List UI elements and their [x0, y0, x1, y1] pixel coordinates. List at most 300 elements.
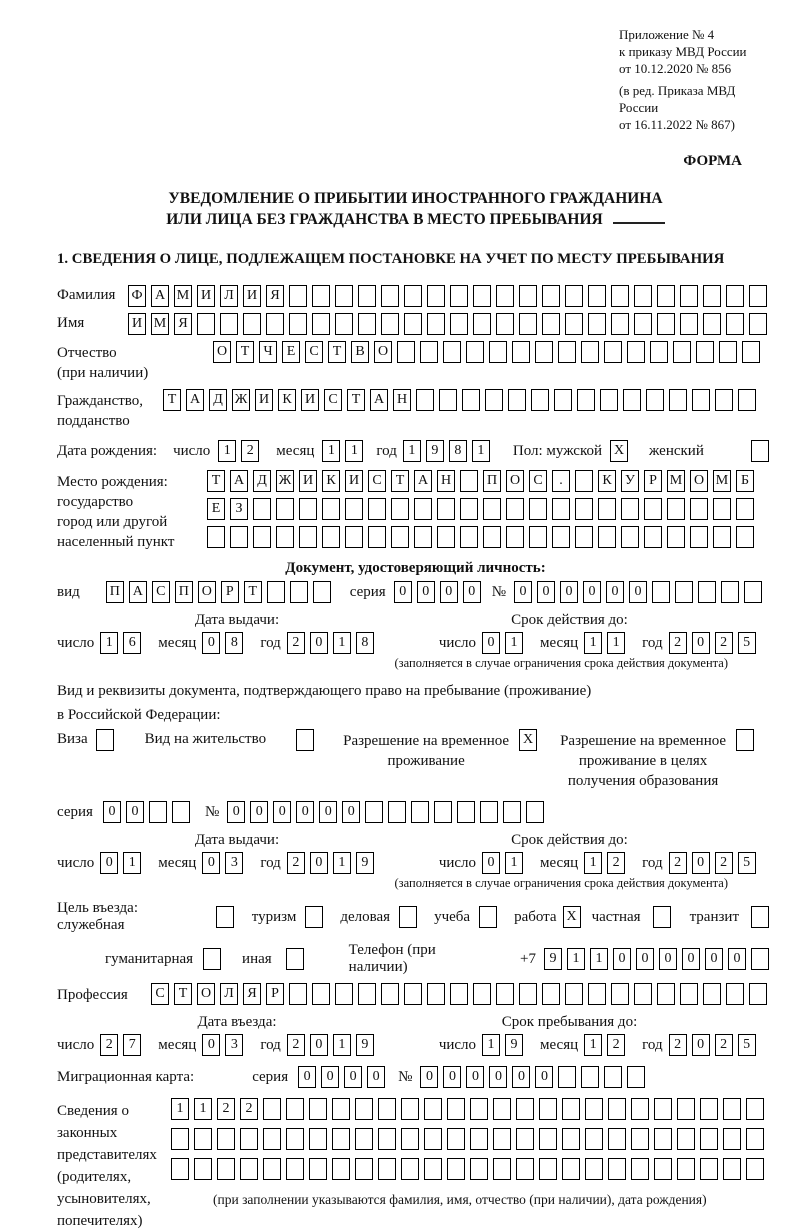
char-cell[interactable]: 2: [715, 852, 733, 874]
char-cell[interactable]: Т: [347, 389, 365, 411]
char-cell[interactable]: Т: [328, 341, 346, 363]
char-cell[interactable]: [654, 1098, 672, 1120]
char-cell[interactable]: [562, 1128, 580, 1150]
char-cell[interactable]: [565, 983, 583, 1005]
char-cell[interactable]: [692, 389, 710, 411]
char-cell[interactable]: 1: [590, 948, 608, 970]
char-cell[interactable]: [634, 285, 652, 307]
char-cell[interactable]: [309, 1128, 327, 1150]
char-cell[interactable]: [335, 983, 353, 1005]
char-cell[interactable]: А: [414, 470, 432, 492]
char-cell[interactable]: [542, 983, 560, 1005]
char-cell[interactable]: [585, 1128, 603, 1150]
char-cell[interactable]: [427, 983, 445, 1005]
char-cell[interactable]: 1: [584, 852, 602, 874]
char-cell[interactable]: Б: [736, 470, 754, 492]
char-cell[interactable]: 5: [738, 1034, 756, 1056]
char-cell[interactable]: 0: [636, 948, 654, 970]
char-cell[interactable]: [600, 389, 618, 411]
char-cell[interactable]: У: [621, 470, 639, 492]
char-cell[interactable]: [577, 389, 595, 411]
char-cell[interactable]: С: [324, 389, 342, 411]
char-cell[interactable]: [470, 1158, 488, 1180]
char-cell[interactable]: [335, 285, 353, 307]
char-cell[interactable]: [358, 285, 376, 307]
char-cell[interactable]: 8: [449, 440, 467, 462]
char-cell[interactable]: Я: [243, 983, 261, 1005]
char-cell[interactable]: 2: [607, 1034, 625, 1056]
char-cell[interactable]: [526, 801, 544, 823]
char-cell[interactable]: К: [598, 470, 616, 492]
char-cell[interactable]: [207, 526, 225, 548]
char-cell[interactable]: 1: [333, 852, 351, 874]
char-cell[interactable]: [470, 1098, 488, 1120]
char-cell[interactable]: [653, 906, 671, 928]
char-cell[interactable]: [217, 1128, 235, 1150]
char-cell[interactable]: 1: [472, 440, 490, 462]
char-cell[interactable]: [447, 1128, 465, 1150]
char-cell[interactable]: [723, 1098, 741, 1120]
char-cell[interactable]: [414, 498, 432, 520]
char-cell[interactable]: [263, 1128, 281, 1150]
char-cell[interactable]: [404, 313, 422, 335]
char-cell[interactable]: 7: [123, 1034, 141, 1056]
char-cell[interactable]: [309, 1098, 327, 1120]
char-cell[interactable]: [485, 389, 503, 411]
char-cell[interactable]: [450, 983, 468, 1005]
char-cell[interactable]: М: [151, 313, 169, 335]
char-cell[interactable]: [675, 581, 693, 603]
char-cell[interactable]: [736, 498, 754, 520]
char-cell[interactable]: [266, 313, 284, 335]
char-cell[interactable]: Ж: [276, 470, 294, 492]
char-cell[interactable]: 1: [345, 440, 363, 462]
char-cell[interactable]: 0: [443, 1066, 461, 1088]
char-cell[interactable]: X: [519, 729, 537, 751]
char-cell[interactable]: [585, 1158, 603, 1180]
char-cell[interactable]: [588, 983, 606, 1005]
char-cell[interactable]: [217, 1158, 235, 1180]
char-cell[interactable]: [575, 470, 593, 492]
char-cell[interactable]: И: [243, 285, 261, 307]
char-cell[interactable]: X: [563, 906, 581, 928]
char-cell[interactable]: [611, 313, 629, 335]
char-cell[interactable]: [512, 341, 530, 363]
char-cell[interactable]: [736, 729, 754, 751]
char-cell[interactable]: [399, 906, 417, 928]
char-cell[interactable]: [171, 1158, 189, 1180]
char-cell[interactable]: 0: [273, 801, 291, 823]
char-cell[interactable]: [652, 581, 670, 603]
char-cell[interactable]: 0: [613, 948, 631, 970]
char-cell[interactable]: [397, 341, 415, 363]
char-cell[interactable]: [598, 498, 616, 520]
char-cell[interactable]: [414, 526, 432, 548]
char-cell[interactable]: [437, 498, 455, 520]
char-cell[interactable]: 5: [738, 632, 756, 654]
char-cell[interactable]: [267, 581, 285, 603]
char-cell[interactable]: [355, 1128, 373, 1150]
char-cell[interactable]: Т: [236, 341, 254, 363]
char-cell[interactable]: [738, 389, 756, 411]
char-cell[interactable]: 0: [202, 632, 220, 654]
char-cell[interactable]: 1: [100, 632, 118, 654]
char-cell[interactable]: 2: [287, 852, 305, 874]
char-cell[interactable]: 1: [505, 852, 523, 874]
char-cell[interactable]: [562, 1098, 580, 1120]
char-cell[interactable]: [558, 341, 576, 363]
char-cell[interactable]: [519, 983, 537, 1005]
char-cell[interactable]: [608, 1098, 626, 1120]
char-cell[interactable]: [627, 1066, 645, 1088]
char-cell[interactable]: 0: [227, 801, 245, 823]
char-cell[interactable]: [96, 729, 114, 751]
char-cell[interactable]: 0: [482, 632, 500, 654]
char-cell[interactable]: [623, 389, 641, 411]
char-cell[interactable]: Я: [174, 313, 192, 335]
char-cell[interactable]: [744, 581, 762, 603]
char-cell[interactable]: [631, 1128, 649, 1150]
char-cell[interactable]: [276, 526, 294, 548]
char-cell[interactable]: 1: [584, 632, 602, 654]
char-cell[interactable]: [749, 313, 767, 335]
char-cell[interactable]: [496, 313, 514, 335]
char-cell[interactable]: 2: [241, 440, 259, 462]
char-cell[interactable]: 6: [123, 632, 141, 654]
char-cell[interactable]: [388, 801, 406, 823]
char-cell[interactable]: [289, 983, 307, 1005]
char-cell[interactable]: [496, 285, 514, 307]
char-cell[interactable]: .: [552, 470, 570, 492]
char-cell[interactable]: 0: [682, 948, 700, 970]
char-cell[interactable]: [439, 389, 457, 411]
char-cell[interactable]: [447, 1158, 465, 1180]
char-cell[interactable]: [450, 285, 468, 307]
char-cell[interactable]: О: [198, 581, 216, 603]
char-cell[interactable]: [611, 983, 629, 1005]
char-cell[interactable]: [450, 313, 468, 335]
char-cell[interactable]: [203, 948, 221, 970]
char-cell[interactable]: [355, 1098, 373, 1120]
char-cell[interactable]: [542, 285, 560, 307]
char-cell[interactable]: М: [174, 285, 192, 307]
char-cell[interactable]: [424, 1158, 442, 1180]
char-cell[interactable]: [243, 313, 261, 335]
char-cell[interactable]: Ж: [232, 389, 250, 411]
char-cell[interactable]: [535, 341, 553, 363]
char-cell[interactable]: [552, 498, 570, 520]
char-cell[interactable]: С: [305, 341, 323, 363]
char-cell[interactable]: 0: [344, 1066, 362, 1088]
char-cell[interactable]: [296, 729, 314, 751]
char-cell[interactable]: [519, 313, 537, 335]
char-cell[interactable]: [631, 1098, 649, 1120]
char-cell[interactable]: [644, 498, 662, 520]
char-cell[interactable]: [404, 285, 422, 307]
char-cell[interactable]: 0: [250, 801, 268, 823]
char-cell[interactable]: [726, 285, 744, 307]
char-cell[interactable]: [657, 313, 675, 335]
char-cell[interactable]: Р: [644, 470, 662, 492]
char-cell[interactable]: [654, 1128, 672, 1150]
char-cell[interactable]: [657, 285, 675, 307]
char-cell[interactable]: [529, 526, 547, 548]
char-cell[interactable]: [634, 313, 652, 335]
char-cell[interactable]: О: [506, 470, 524, 492]
char-cell[interactable]: [749, 285, 767, 307]
char-cell[interactable]: 1: [482, 1034, 500, 1056]
char-cell[interactable]: И: [345, 470, 363, 492]
char-cell[interactable]: Т: [174, 983, 192, 1005]
char-cell[interactable]: 0: [321, 1066, 339, 1088]
char-cell[interactable]: 0: [342, 801, 360, 823]
char-cell[interactable]: Р: [266, 983, 284, 1005]
char-cell[interactable]: К: [278, 389, 296, 411]
char-cell[interactable]: [713, 498, 731, 520]
char-cell[interactable]: 0: [728, 948, 746, 970]
char-cell[interactable]: [506, 498, 524, 520]
char-cell[interactable]: 5: [738, 852, 756, 874]
char-cell[interactable]: [736, 526, 754, 548]
char-cell[interactable]: [677, 1158, 695, 1180]
char-cell[interactable]: Л: [220, 285, 238, 307]
char-cell[interactable]: [289, 313, 307, 335]
char-cell[interactable]: 0: [310, 852, 328, 874]
char-cell[interactable]: 2: [287, 632, 305, 654]
char-cell[interactable]: [420, 341, 438, 363]
char-cell[interactable]: [565, 285, 583, 307]
char-cell[interactable]: [539, 1098, 557, 1120]
char-cell[interactable]: 0: [298, 1066, 316, 1088]
char-cell[interactable]: [313, 581, 331, 603]
char-cell[interactable]: [723, 1128, 741, 1150]
char-cell[interactable]: [503, 801, 521, 823]
char-cell[interactable]: [508, 389, 526, 411]
char-cell[interactable]: И: [299, 470, 317, 492]
char-cell[interactable]: [358, 983, 376, 1005]
char-cell[interactable]: X: [610, 440, 628, 462]
char-cell[interactable]: А: [151, 285, 169, 307]
char-cell[interactable]: [358, 313, 376, 335]
char-cell[interactable]: [345, 498, 363, 520]
char-cell[interactable]: Ф: [128, 285, 146, 307]
char-cell[interactable]: 0: [606, 581, 624, 603]
char-cell[interactable]: [723, 1158, 741, 1180]
char-cell[interactable]: [309, 1158, 327, 1180]
char-cell[interactable]: 0: [560, 581, 578, 603]
char-cell[interactable]: [437, 526, 455, 548]
char-cell[interactable]: С: [151, 983, 169, 1005]
char-cell[interactable]: Н: [393, 389, 411, 411]
char-cell[interactable]: [286, 948, 304, 970]
char-cell[interactable]: А: [370, 389, 388, 411]
char-cell[interactable]: С: [368, 470, 386, 492]
char-cell[interactable]: М: [667, 470, 685, 492]
char-cell[interactable]: [700, 1128, 718, 1150]
char-cell[interactable]: [608, 1128, 626, 1150]
char-cell[interactable]: 1: [171, 1098, 189, 1120]
char-cell[interactable]: [483, 498, 501, 520]
char-cell[interactable]: [401, 1098, 419, 1120]
char-cell[interactable]: 1: [194, 1098, 212, 1120]
char-cell[interactable]: [447, 1098, 465, 1120]
char-cell[interactable]: [690, 526, 708, 548]
char-cell[interactable]: [401, 1128, 419, 1150]
char-cell[interactable]: [411, 801, 429, 823]
char-cell[interactable]: [276, 498, 294, 520]
char-cell[interactable]: 2: [100, 1034, 118, 1056]
char-cell[interactable]: 0: [692, 1034, 710, 1056]
char-cell[interactable]: [516, 1158, 534, 1180]
char-cell[interactable]: П: [175, 581, 193, 603]
char-cell[interactable]: 2: [669, 1034, 687, 1056]
char-cell[interactable]: 9: [544, 948, 562, 970]
char-cell[interactable]: [634, 983, 652, 1005]
char-cell[interactable]: И: [301, 389, 319, 411]
char-cell[interactable]: [703, 313, 721, 335]
char-cell[interactable]: [289, 285, 307, 307]
char-cell[interactable]: 1: [607, 632, 625, 654]
char-cell[interactable]: [253, 526, 271, 548]
char-cell[interactable]: [700, 1098, 718, 1120]
char-cell[interactable]: 3: [225, 852, 243, 874]
char-cell[interactable]: [631, 1158, 649, 1180]
char-cell[interactable]: [604, 1066, 622, 1088]
char-cell[interactable]: Н: [437, 470, 455, 492]
char-cell[interactable]: [194, 1128, 212, 1150]
char-cell[interactable]: [506, 526, 524, 548]
char-cell[interactable]: [715, 389, 733, 411]
char-cell[interactable]: [263, 1158, 281, 1180]
char-cell[interactable]: [286, 1128, 304, 1150]
char-cell[interactable]: [751, 948, 769, 970]
char-cell[interactable]: [286, 1098, 304, 1120]
char-cell[interactable]: [746, 1098, 764, 1120]
char-cell[interactable]: [299, 526, 317, 548]
char-cell[interactable]: 0: [514, 581, 532, 603]
char-cell[interactable]: [263, 1098, 281, 1120]
char-cell[interactable]: 0: [692, 852, 710, 874]
char-cell[interactable]: 1: [322, 440, 340, 462]
char-cell[interactable]: [381, 983, 399, 1005]
char-cell[interactable]: [424, 1128, 442, 1150]
char-cell[interactable]: Л: [220, 983, 238, 1005]
char-cell[interactable]: [466, 341, 484, 363]
char-cell[interactable]: С: [529, 470, 547, 492]
char-cell[interactable]: [365, 801, 383, 823]
char-cell[interactable]: [489, 341, 507, 363]
char-cell[interactable]: [742, 341, 760, 363]
char-cell[interactable]: [565, 313, 583, 335]
char-cell[interactable]: 0: [100, 852, 118, 874]
char-cell[interactable]: 2: [715, 1034, 733, 1056]
char-cell[interactable]: [391, 526, 409, 548]
char-cell[interactable]: [312, 983, 330, 1005]
char-cell[interactable]: [703, 285, 721, 307]
char-cell[interactable]: [299, 498, 317, 520]
char-cell[interactable]: [416, 389, 434, 411]
char-cell[interactable]: [621, 498, 639, 520]
char-cell[interactable]: [197, 313, 215, 335]
char-cell[interactable]: [216, 906, 234, 928]
char-cell[interactable]: [588, 313, 606, 335]
char-cell[interactable]: [473, 285, 491, 307]
char-cell[interactable]: М: [713, 470, 731, 492]
char-cell[interactable]: [746, 1158, 764, 1180]
char-cell[interactable]: А: [186, 389, 204, 411]
char-cell[interactable]: [427, 313, 445, 335]
char-cell[interactable]: [480, 801, 498, 823]
char-cell[interactable]: 8: [356, 632, 374, 654]
char-cell[interactable]: 2: [607, 852, 625, 874]
char-cell[interactable]: 2: [240, 1098, 258, 1120]
char-cell[interactable]: [457, 801, 475, 823]
char-cell[interactable]: [240, 1158, 258, 1180]
char-cell[interactable]: [531, 389, 549, 411]
char-cell[interactable]: 0: [512, 1066, 530, 1088]
char-cell[interactable]: Т: [391, 470, 409, 492]
char-cell[interactable]: [749, 983, 767, 1005]
char-cell[interactable]: 1: [584, 1034, 602, 1056]
char-cell[interactable]: И: [197, 285, 215, 307]
char-cell[interactable]: К: [322, 470, 340, 492]
char-cell[interactable]: 9: [505, 1034, 523, 1056]
char-cell[interactable]: 2: [669, 852, 687, 874]
char-cell[interactable]: [588, 285, 606, 307]
char-cell[interactable]: [355, 1158, 373, 1180]
char-cell[interactable]: 0: [535, 1066, 553, 1088]
char-cell[interactable]: [290, 581, 308, 603]
char-cell[interactable]: [404, 983, 422, 1005]
char-cell[interactable]: [460, 470, 478, 492]
char-cell[interactable]: 0: [659, 948, 677, 970]
char-cell[interactable]: [305, 906, 323, 928]
char-cell[interactable]: [680, 313, 698, 335]
char-cell[interactable]: [696, 341, 714, 363]
char-cell[interactable]: [516, 1128, 534, 1150]
char-cell[interactable]: Д: [253, 470, 271, 492]
char-cell[interactable]: 0: [310, 1034, 328, 1056]
char-cell[interactable]: О: [197, 983, 215, 1005]
char-cell[interactable]: [539, 1158, 557, 1180]
char-cell[interactable]: 0: [705, 948, 723, 970]
char-cell[interactable]: [703, 983, 721, 1005]
char-cell[interactable]: 0: [466, 1066, 484, 1088]
char-cell[interactable]: 1: [123, 852, 141, 874]
char-cell[interactable]: 1: [218, 440, 236, 462]
char-cell[interactable]: [667, 526, 685, 548]
char-cell[interactable]: 0: [296, 801, 314, 823]
char-cell[interactable]: Т: [207, 470, 225, 492]
char-cell[interactable]: [667, 498, 685, 520]
char-cell[interactable]: [496, 983, 514, 1005]
char-cell[interactable]: 0: [202, 852, 220, 874]
char-cell[interactable]: В: [351, 341, 369, 363]
char-cell[interactable]: 0: [692, 632, 710, 654]
char-cell[interactable]: [698, 581, 716, 603]
char-cell[interactable]: О: [374, 341, 392, 363]
char-cell[interactable]: [516, 1098, 534, 1120]
char-cell[interactable]: [611, 285, 629, 307]
char-cell[interactable]: [581, 1066, 599, 1088]
char-cell[interactable]: [726, 983, 744, 1005]
char-cell[interactable]: 9: [426, 440, 444, 462]
char-cell[interactable]: [368, 498, 386, 520]
char-cell[interactable]: [493, 1098, 511, 1120]
char-cell[interactable]: Я: [266, 285, 284, 307]
char-cell[interactable]: П: [483, 470, 501, 492]
char-cell[interactable]: [650, 341, 668, 363]
